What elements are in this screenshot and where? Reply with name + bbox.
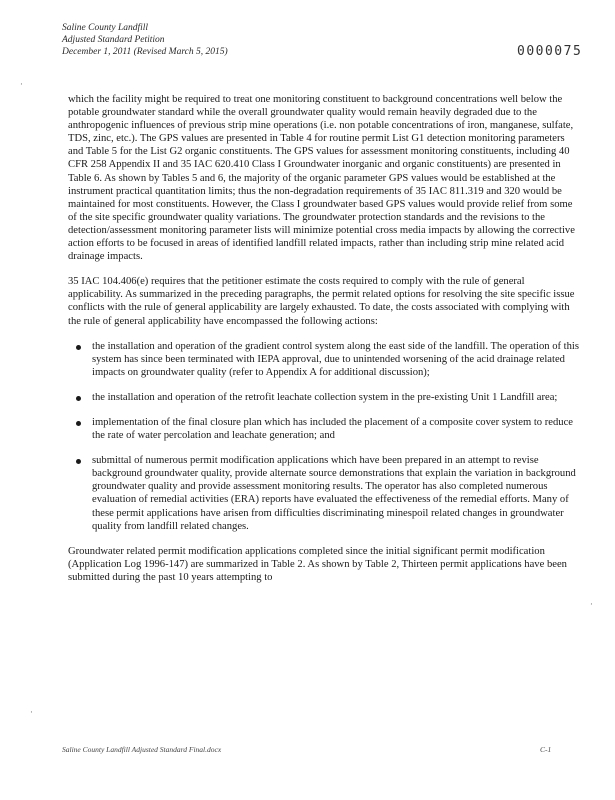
paragraph-permit-modifications: Groundwater related permit modification applications completed since the initial significant permit modification (Application Log 1996-147) are summarized in Table 2. As shown by Table 2, Thirteen permit applications have been submitted during the past 10 years attempting to xyxy=(68,545,567,583)
scan-speck-mark: · xyxy=(590,600,593,610)
compliance-actions-list xyxy=(68,340,580,533)
header-document-type: Adjusted Standard Petition xyxy=(62,35,165,45)
list-item-text: the installation and operation of the retrofit leachate collection system in the pre-existing Unit 1 Landfill area; xyxy=(92,391,558,403)
scan-speck-mark: · xyxy=(20,80,23,90)
footer-filename: Saline County Landfill Adjusted Standard Final.docx xyxy=(62,745,222,754)
paragraph-gps-values: which the facility might be required to treat one monitoring constituent to background concentrations well below the potable groundwater standard while the overall groundwater quality would remain heavily degraded due to the anthropogenic influences of previous strip mine operations (i.e. non potable concentrations of iron, manganese, sulfate, TDS, zinc, etc.). The GPS values are presented in Table 4 for routine permit List G1 detection monitoring parameters and Table 5 for the List G2 organic constituents. The GPS values for assessment monitoring constituents, including 40 CFR 258 Appendix II and 35 IAC 620.410 Class I Groundwater inorganic and organic constituents) are presented in Table 6. As shown by Tables 5 and 6, the majority of the organic parameter GPS values would be established at the instrument practical quantitation limits; thus the non-degradation requirements of 35 IAC 811.319 and 320 would be maintained for most constituents. However, the Class I groundwater based GPS values would provide relief from some of the site specific groundwater quality variations. The groundwater protection standards and the revisions to the detection/assessment monitoring parameter lists will minimize potential cross media impacts by allowing the corrective action efforts to be focused in areas of identified landfill related impacts, rather than including strip mine related acid drainage impacts. xyxy=(68,94,575,263)
list-item xyxy=(68,391,580,404)
bates-number: 0000075 xyxy=(517,44,583,59)
running-header xyxy=(62,22,228,58)
list-item-text: the installation and operation of the gradient control system along the east side of the landfill. The operation of this system has since been terminated with IEPA approval, due to unintended worsening of the acid drainage related impacts on groundwater quality (refer to Appendix A for additional discussion); xyxy=(92,340,579,378)
list-item xyxy=(68,416,580,442)
footer-page-number: C-1 xyxy=(540,745,552,754)
list-item xyxy=(68,454,580,533)
bullet-icon xyxy=(76,345,81,350)
header-facility-name: Saline County Landfill xyxy=(62,23,149,33)
scan-speck-mark: · xyxy=(30,708,33,718)
list-item xyxy=(68,340,580,379)
bullet-icon xyxy=(76,459,81,464)
bullet-icon xyxy=(76,421,81,426)
paragraph-compliance-costs: 35 IAC 104.406(e) requires that the petitioner estimate the costs required to comply with the rule of general applicability. As summarized in the preceding paragraphs, the permit related options for resolving the site specific issue conflicts with the rule of general applicability are largely exhausted. To date, the costs associated with complying with the rule of general applicability have encompassed the following actions: xyxy=(68,276,575,327)
header-date: December 1, 2011 (Revised March 5, 2015) xyxy=(62,47,228,57)
document-body xyxy=(68,93,580,596)
bullet-icon xyxy=(76,396,81,401)
list-item-text: submittal of numerous permit modification applications which have been prepared in an attempt to revise background groundwater quality, provide alternate source demonstrations that explain the variation in background groundwater quality and provide assessment monitoring results. The operator has also completed numerous evaluation of remedial activities (ERA) reports have evaluated the effectiveness of the remedial efforts. Many of these permit applications have arisen from difficulties discriminating minespoil related changes in groundwater quality from landfill related changes. xyxy=(92,455,576,532)
list-item-text: implementation of the final closure plan which has included the placement of a composite cover system to reduce the rate of water percolation and leachate generation; and xyxy=(92,416,573,442)
